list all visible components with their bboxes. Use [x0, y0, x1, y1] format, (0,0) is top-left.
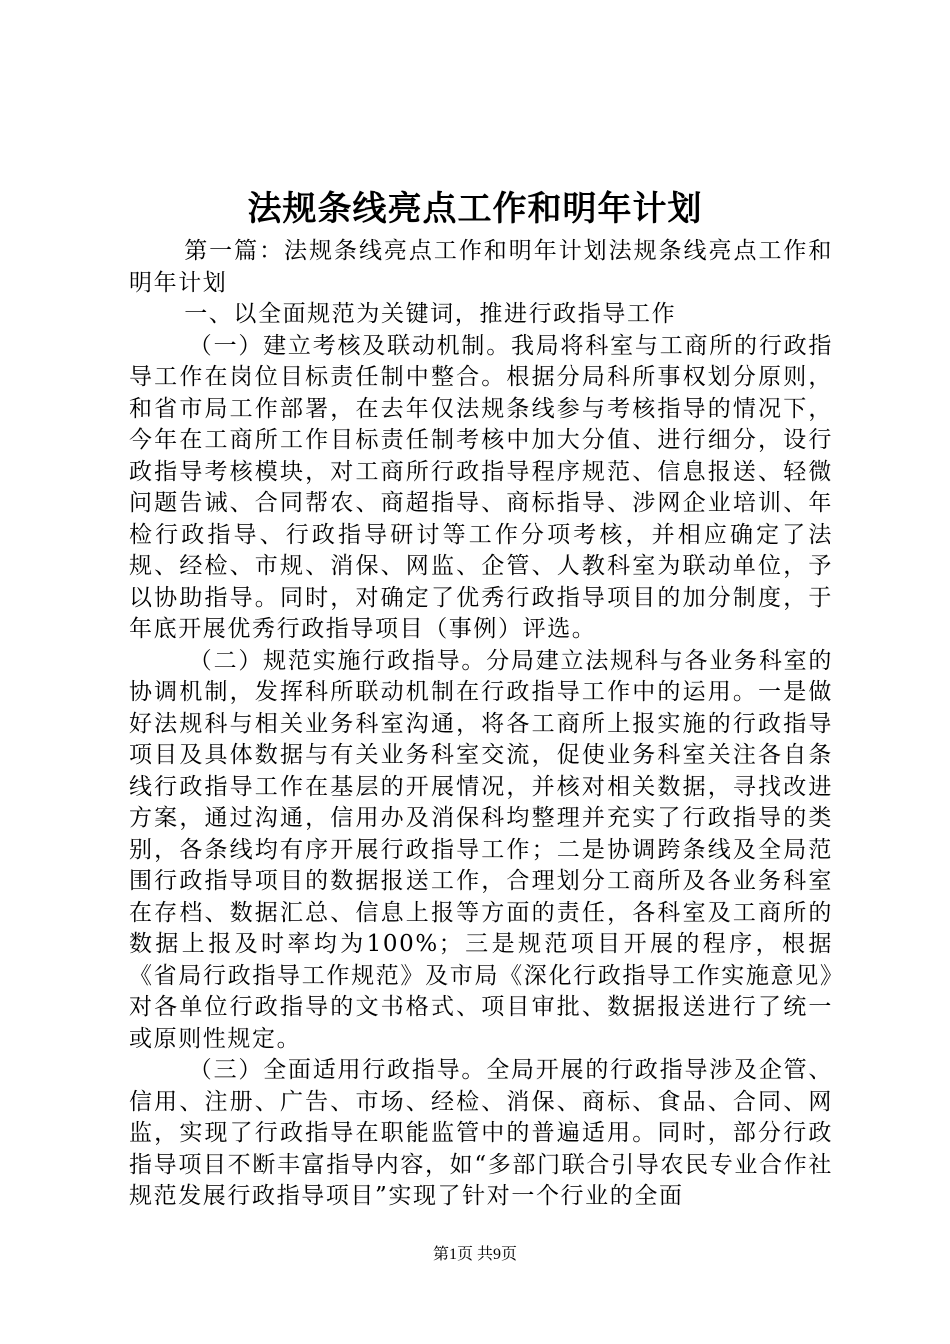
- document-body: [129, 236, 833, 1213]
- paragraph-section-one: 一、以全面规范为关键词，推进行政指导工作: [184, 301, 677, 327]
- page-number-footer: 第1页 共9页: [432, 1246, 517, 1263]
- paragraph-heading-first-chapter: 第一篇：法规条线亮点工作和明年计划法规条线亮点工作和明年计划: [129, 238, 833, 296]
- paragraph-subsection-two: （二）规范实施行政指导。分局建立法规科与各业务科室的协调机制，发挥科所联动机制在行政指导工作中的运用。一是做好法规科与相关业务科室沟通，将各工商所上报实施的行政指导项目及具体数据与有关业务科室交流，促使业务科室关注各自条线行政指导工作在基层的开展情况，并核对相关数据，寻找改进方案，通过沟通，信用办及消保科均整理并充实了行政指导的类别，各条线均有序开展行政指导工作；二是协调跨条线及全局范围行政指导项目的数据报送工作，合理划分工商所及各业务科室在存档、数据汇总、信息上报等方面的责任，各科室及工商所的数据上报及时率均为100%；三是规范项目开展的程序，根据《省局行政指导工作规范》及市局《深化行政指导工作实施意见》对各单位行政指导的文书格式、项目审批、数据报送进行了统一或原则性规定。: [129, 647, 833, 1052]
- document-title: 法规条线亮点工作和明年计划: [247, 189, 703, 229]
- paragraph-subsection-one: （一）建立考核及联动机制。我局将科室与工商所的行政指导工作在岗位目标责任制中整合。根据分局科所事权划分原则，和省市局工作部署，在去年仅法规条线参与考核指导的情况下，今年在工商所工作目标责任制考核中加大分值、进行细分，设行政指导考核模块，对工商所行政指导程序规范、信息报送、轻微问题告诫、合同帮农、商超指导、商标指导、涉网企业培训、年检行政指导、行政指导研讨等工作分项考核，并相应确定了法规、经检、市规、消保、网监、企管、人教科室为联动单位，予以协助指导。同时，对确定了优秀行政指导项目的加分制度，于年底开展优秀行政指导项目（事例）评选。: [129, 332, 833, 642]
- paragraph-subsection-three: （三）全面适用行政指导。全局开展的行政指导涉及企管、信用、注册、广告、市场、经检、消保、商标、食品、合同、网监，实现了行政指导在职能监管中的普遍适用。同时，部分行政指导项目不断丰富指导内容，如“多部门联合引导农民专业合作社规范发展行政指导项目”实现了针对一个行业的全面: [129, 1057, 833, 1209]
